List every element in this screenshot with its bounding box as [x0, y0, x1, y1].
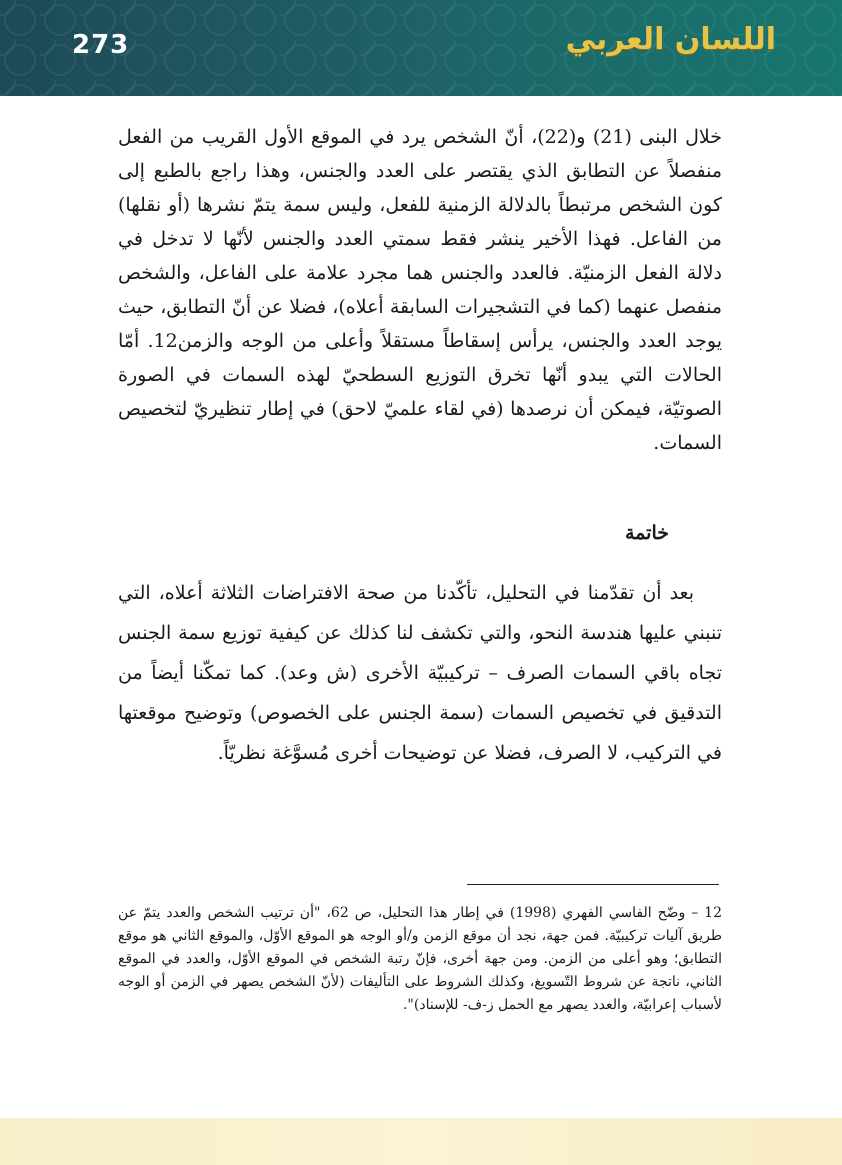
- page-footer-band: [0, 1118, 842, 1165]
- footnote-divider: [467, 884, 719, 885]
- main-paragraph-block: [118, 120, 722, 460]
- journal-logo: اللسان العربي: [565, 22, 776, 57]
- conclusion-paragraph: بعد أن تقدّمنا في التحليل، تأكّدنا من صحة الافتراضات الثلاثة أعلاه، التي تنبني عليها هندسة النحو، والتي تكشف لنا كذلك عن كيفية توزيع سمة الجنس تجاه باقي السمات الصرف – تركيبيّة الأخرى (ش وعد). كما تمكّنا أيضاً من التدقيق في تخصيص السمات (سمة الجنس على الخصوص) وتوضيح موقعتها في التركيب، لا الصرف، فضلا عن توضيحات أخرى مُسوَّغة نظريّاً.: [118, 582, 722, 764]
- conclusion-block: [118, 573, 722, 773]
- footnote-block: [118, 902, 722, 1017]
- main-paragraph: خلال البنى (21) و(22)، أنّ الشخص يرد في الموقع الأول القريب من الفعل منفصلاً عن التطابق الذي يقتصر على العدد والجنس، وهذا راجع بالطبع إلى كون الشخص مرتبطاً بالدلالة الزمنية للفعل، وليس سمة يتمّ نشرها (أو نقلها) من الفاعل. فهذا الأخير ينشر فقط سمتي العدد والجنس لأنّها لا تدخل في دلالة الفعل الزمنيّة. فالعدد والجنس هما مجرد علامة على الفاعل، والشخص منفصل عنهما (كما في التشجيرات السابقة أعلاه)، فضلا عن أنّ التطابق، حيث يوجد العدد والجنس، يرأس إسقاطاً مستقلاً وأعلى من الوجه والزمن12. أمّا الحالات التي يبدو أنّها تخرق التوزيع السطحيّ لهذه السمات في الصورة الصوتيّة، فيمكن أن نرصدها (في لقاء علميّ لاحق) في إطار تنظيريّ لتخصيص السمات.: [118, 126, 723, 454]
- footnote-text: 12 – وضّح الفاسي الفهري (1998) في إطار هذا التحليل، ص 62، "أن ترتيب الشخص والعدد يتمّ عن طريق آليات تركيبيّة. فمن جهة، نجد أن موقع الزمن و/أو الوجه هو الموقع الأوّل، والموقع الثاني هو موقع التطابق؛ وهو أعلى من الزمن. ومن جهة أخرى، فإنّ رتبة الشخص في الموقع الأوّل، والعدد في الموقع الثاني، ناتجة عن شروط التّسويغ، وكذلك الشروط على التأليفات (لأنّ الشخص يصهر في الزمن أو الوجه لأسباب إعرابيّة، والعدد يصهر مع الحمل ز-ف- للإسناد)".: [118, 905, 722, 1013]
- page-number: 273: [72, 30, 130, 60]
- page-header: [0, 0, 842, 96]
- conclusion-heading: خاتمة: [625, 522, 669, 544]
